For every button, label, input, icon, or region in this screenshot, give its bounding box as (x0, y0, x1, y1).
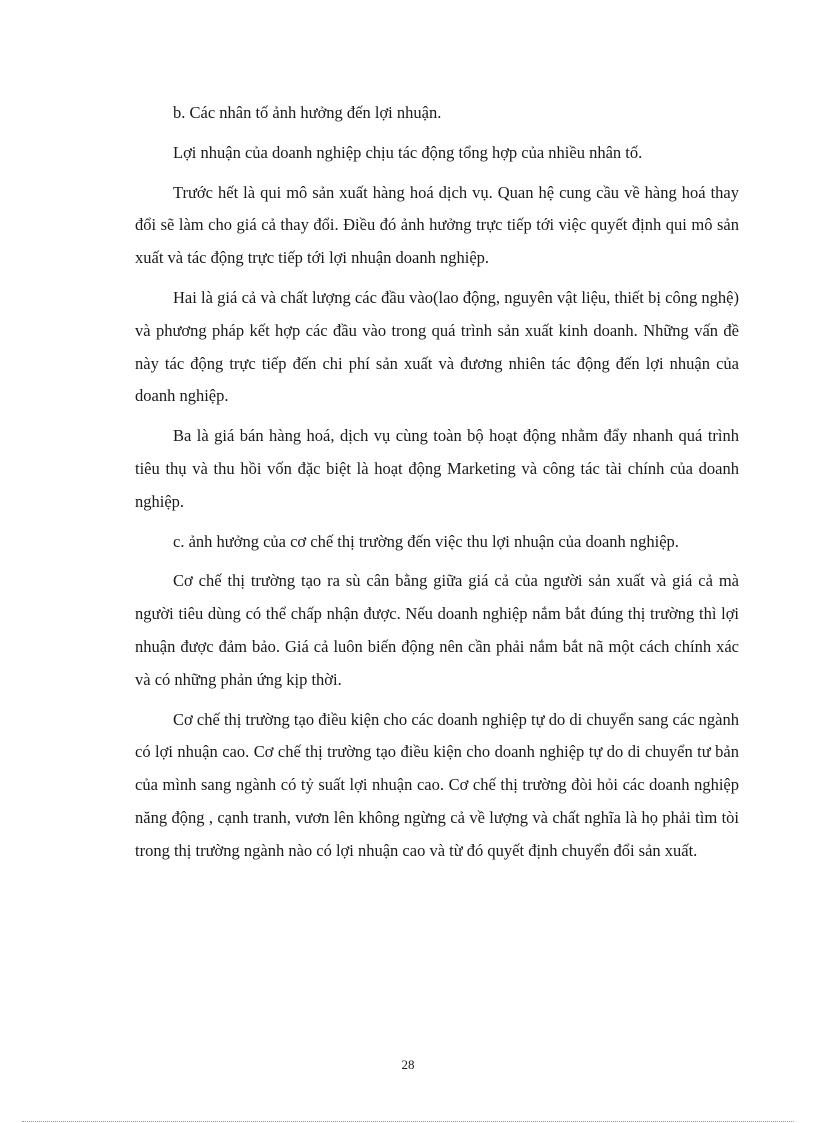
section-heading-b: b. Các nhân tố ảnh hưởng đến lợi nhuận. (173, 103, 442, 122)
body-paragraph: Ba là giá bán hàng hoá, dịch vụ cùng toàn bộ hoạt động nhằm đẩy nhanh quá trình tiêu thụ và thu hồi vốn đặc biệt là hoạt động Marketing và công tác tài chính của doanh nghiệp. (135, 426, 739, 511)
body-paragraph: Trước hết là qui mô sản xuất hàng hoá dịch vụ. Quan hệ cung cầu về hàng hoá thay đổi sẽ làm cho giá cả thay đổi. Điều đó ảnh hưởng trực tiếp tới việc quyết định qui mô sản xuất và tác động trực tiếp tới lợi nhuận doanh nghiệp. (135, 182, 739, 268)
body-paragraph: Lợi nhuận của doanh nghiệp chịu tác động tổng hợp của nhiều nhân tố. (173, 142, 643, 162)
document-body (135, 97, 739, 875)
page-bottom-divider (22, 1121, 794, 1122)
body-paragraph: Cơ chế thị trường tạo ra sù cân bằng giữa giá cả của người sản xuất và giá cả mà người tiêu dùng có thể chấp nhận được. Nếu doanh nghiệp nắm bắt đúng thị trường thì lợi nhuận được đảm bảo. Giá cả luôn biến động nên cần phải nắm bắt nã một cách chính xác và có những phản ứng kịp thời. (135, 571, 739, 689)
body-paragraph: Hai là giá cả và chất lượng các đầu vào(lao động, nguyên vật liệu, thiết bị công nghệ) và phương pháp kết hợp các đầu vào trong quá trình sản xuất kinh doanh. Những vấn đề này tác động trực tiếp đến chi phí sản xuất và đương nhiên tác động đến lợi nhuận của doanh nghiệp. (135, 287, 739, 406)
section-heading-c: c. ảnh hưởng của cơ chế thị trường đến việc thu lợi nhuận của doanh nghiệp. (173, 531, 679, 551)
body-paragraph: Cơ chế thị trường tạo điều kiện cho các doanh nghiệp tự do di chuyển sang các ngành có lợi nhuận cao. Cơ chế thị trường tạo điều kiện cho doanh nghiệp tự do di chuyển tư bản của mình sang ngành có tỷ suất lợi nhuận cao. Cơ chế thị trường đòi hỏi các doanh nghiệp năng động , cạnh tranh, vươn lên không ngừng cả về lượng và chất nghĩa là họ phải tìm tòi trong thị trường ngành nào có lợi nhuận cao và từ đó quyết định chuyển đổi sản xuất. (135, 709, 739, 860)
page-number: 28 (401, 1057, 415, 1072)
